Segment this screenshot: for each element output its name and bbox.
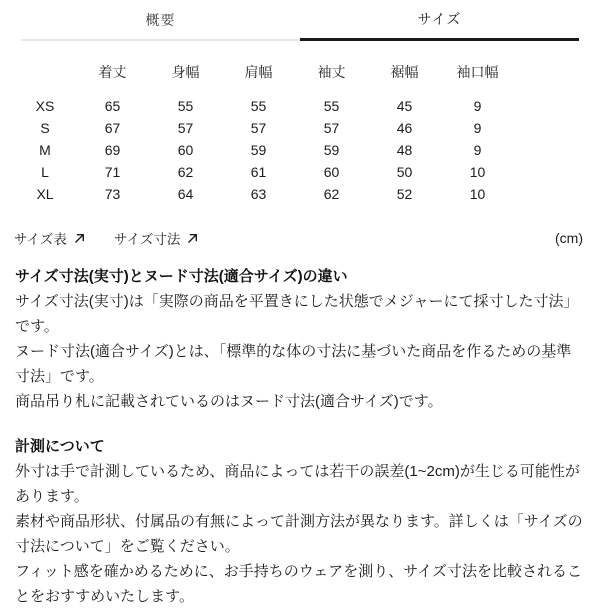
cell-value: 9 — [473, 120, 482, 136]
cell-value: 60 — [177, 142, 194, 158]
external-link-icon — [186, 232, 199, 245]
table-row-xs — [14, 95, 600, 117]
size-label: M — [39, 142, 51, 158]
cell-value: 57 — [177, 120, 194, 136]
cell-value: 10 — [469, 186, 486, 202]
section-paragraph: サイズ寸法(実寸)は「実際の商品を平置きにした状態でメジャーにて採寸した寸法」です。 — [15, 293, 579, 335]
cell-value: 64 — [177, 186, 194, 202]
cell-value: 46 — [396, 120, 413, 136]
table-row-s — [14, 117, 600, 139]
section-paragraph: フィット感を確かめるために、お手持ちのウェアを測り、サイズ寸法を比較されることをおすすめいたします。 — [15, 563, 583, 605]
size-table — [0, 61, 600, 205]
cell-value: 52 — [396, 186, 413, 202]
cell-value: 65 — [104, 98, 121, 114]
table-row-l — [14, 161, 600, 183]
cell-value: 45 — [396, 98, 413, 114]
table-header-sleeve-length: 袖丈 — [317, 64, 346, 80]
table-header-cuff-width: 袖口幅 — [456, 64, 499, 80]
cell-value: 67 — [104, 120, 121, 136]
table-row-m — [14, 139, 600, 161]
tab-size[interactable]: サイズ — [300, 0, 579, 41]
section-paragraph: ヌード寸法(適合サイズ)とは、「標準的な体の寸法に基づいた商品を作るための基準寸法」です。 — [15, 343, 572, 385]
cell-value: 48 — [396, 142, 413, 158]
size-measurement-link[interactable] — [114, 228, 199, 248]
cell-value: 71 — [104, 164, 121, 180]
cell-value: 57 — [323, 120, 340, 136]
cell-value: 55 — [177, 98, 194, 114]
size-label: L — [41, 164, 49, 180]
cell-value: 10 — [469, 164, 486, 180]
table-header-hem-width: 裾幅 — [390, 64, 419, 80]
table-header-shoulder-width: 肩幅 — [244, 64, 273, 80]
section-paragraph: 外寸は手で計測しているため、商品によっては若干の誤差(1~2cm)が生じる可能性があります。 — [15, 463, 580, 505]
size-chart-link-label: サイズ表 — [14, 232, 67, 247]
cell-value: 62 — [177, 164, 194, 180]
cell-value: 57 — [250, 120, 267, 136]
external-link-icon — [73, 232, 86, 245]
cell-value: 9 — [473, 98, 482, 114]
size-label: XS — [35, 98, 55, 114]
section-size-vs-nude — [15, 264, 585, 414]
cell-value: 63 — [250, 186, 267, 202]
section-heading: 計測について — [15, 438, 105, 455]
cell-value: 59 — [323, 142, 340, 158]
cell-value: 62 — [323, 186, 340, 202]
cell-value: 59 — [250, 142, 267, 158]
cell-value: 60 — [323, 164, 340, 180]
table-header-body-width: 身幅 — [171, 64, 200, 80]
cell-value: 9 — [473, 142, 482, 158]
table-footer-row — [0, 227, 600, 249]
table-header-row — [14, 61, 600, 83]
cell-value: 73 — [104, 186, 121, 202]
cell-value: 61 — [250, 164, 267, 180]
tab-bar — [21, 0, 579, 41]
table-row-xl — [14, 183, 600, 205]
section-paragraph: 商品吊り札に記載されているのはヌード寸法(適合サイズ)です。 — [15, 393, 443, 410]
cell-value: 50 — [396, 164, 413, 180]
size-label: XL — [36, 186, 54, 202]
cell-value: 69 — [104, 142, 121, 158]
size-label: S — [40, 120, 50, 136]
section-measurement — [15, 434, 585, 609]
section-paragraph: 素材や商品形状、付属品の有無によって計測方法が異なります。詳しくは「サイズの寸法について」をご覧ください。 — [15, 513, 583, 555]
size-measurement-link-label: サイズ寸法 — [113, 232, 181, 247]
info-sections — [0, 264, 600, 609]
section-heading: サイズ寸法(実寸)とヌード寸法(適合サイズ)の違い — [15, 268, 348, 285]
tab-overview[interactable]: 概要 — [21, 0, 300, 41]
size-chart-link[interactable] — [14, 228, 86, 248]
cell-value: 55 — [323, 98, 340, 114]
unit-label: (cm) — [555, 230, 583, 246]
table-header-body-length: 着丈 — [98, 64, 127, 80]
cell-value: 55 — [250, 98, 267, 114]
